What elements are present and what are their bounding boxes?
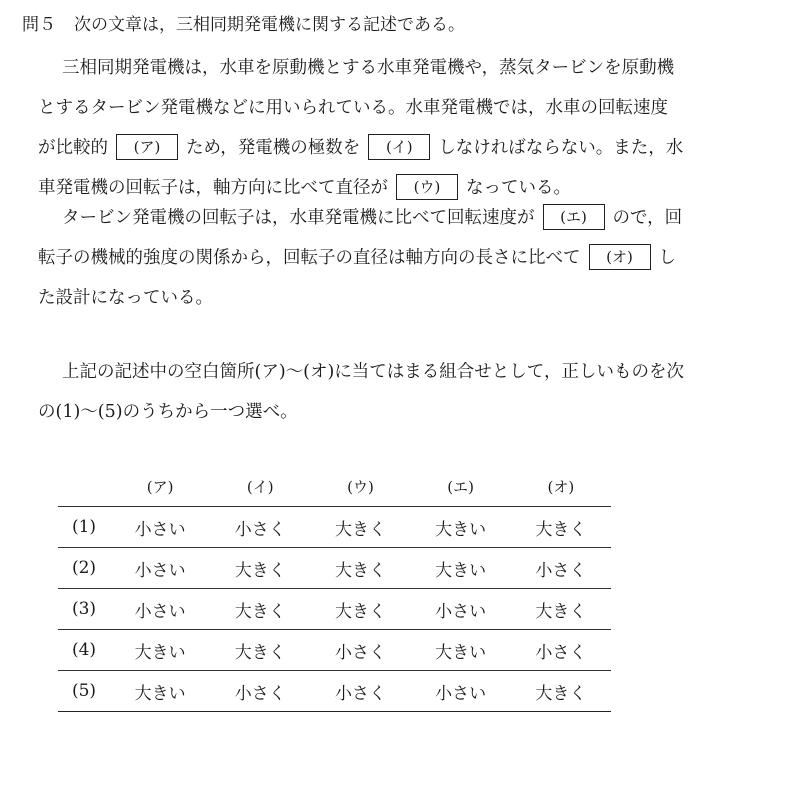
cell-u: 大きく [310, 548, 410, 589]
cell-o: 大きく [511, 589, 611, 630]
cell-i: 小さく [210, 507, 310, 548]
blank-a: (ア) [116, 134, 178, 160]
header-a: (ア) [110, 466, 210, 507]
p1-line-4-text-a: 車発電機の回転子は，軸方向に比べて直径が [38, 178, 388, 198]
cell-i: 大きく [210, 548, 310, 589]
question-number: 問５ [22, 15, 56, 35]
cell-a: 大きい [110, 671, 210, 712]
cell-a: 小さい [110, 589, 210, 630]
cell-a: 小さい [110, 548, 210, 589]
p2-line-3: た設計になっている。 [38, 288, 213, 308]
cell-u: 小さく [310, 630, 410, 671]
p2-line-2 [38, 238, 778, 278]
table-header-row [58, 466, 611, 507]
header-e: (エ) [411, 466, 511, 507]
cell-u: 大きく [310, 507, 410, 548]
blank-e: (エ) [543, 204, 605, 230]
p1-line-3-text-b: ため，発電機の極数を [186, 138, 361, 158]
cell-o: 小さく [511, 630, 611, 671]
cell-i: 大きく [210, 589, 310, 630]
choice-number[interactable]: (5) [58, 671, 110, 712]
p1-line-3 [38, 128, 778, 168]
blank-i: (イ) [368, 134, 430, 160]
table-row[interactable] [58, 507, 611, 548]
cell-e: 大きい [411, 630, 511, 671]
cell-a: 大きい [110, 630, 210, 671]
p2-line-2-text-a: 転子の機械的強度の関係から，回転子の直径は軸方向の長さに比べて [38, 248, 581, 268]
table-row[interactable] [58, 671, 611, 712]
table-row[interactable] [58, 589, 611, 630]
p2-line-2-text-b: し [658, 248, 676, 268]
p1-line-3-text-c: しなければならない。また，水 [438, 138, 684, 158]
blank-o: (オ) [589, 244, 651, 270]
p2-line-1 [38, 198, 778, 238]
cell-u: 小さく [310, 671, 410, 712]
choice-number[interactable]: (3) [58, 589, 110, 630]
question-stem: 次の文章は，三相同期発電機に関する記述である。 [74, 15, 465, 35]
cell-i: 小さく [210, 671, 310, 712]
header-o: (オ) [511, 466, 611, 507]
paragraph-1 [38, 48, 778, 208]
cell-e: 大きい [411, 507, 511, 548]
p3-line-2: の(1)～(5)のうちから一つ選べ。 [38, 402, 298, 422]
cell-o: 大きく [511, 671, 611, 712]
choice-number[interactable]: (2) [58, 548, 110, 589]
paragraph-2 [38, 198, 778, 318]
cell-e: 小さい [411, 589, 511, 630]
choice-number[interactable]: (1) [58, 507, 110, 548]
p2-line-1-text-a: タービン発電機の回転子は，水車発電機に比べて回転速度が [62, 208, 535, 228]
p1-line-1: 三相同期発電機は，水車を原動機とする水車発電機や，蒸気タービンを原動機 [62, 58, 675, 78]
p1-line-2: とするタービン発電機などに用いられている。水車発電機では，水車の回転速度 [38, 98, 668, 118]
table-row[interactable] [58, 548, 611, 589]
header-u: (ウ) [310, 466, 410, 507]
p1-line-4-text-b: なっている。 [466, 178, 571, 198]
cell-u: 大きく [310, 589, 410, 630]
cell-e: 大きい [411, 548, 511, 589]
cell-a: 小さい [110, 507, 210, 548]
p1-line-3-text-a: が比較的 [38, 138, 108, 158]
answer-choices-table [58, 466, 611, 712]
cell-o: 大きく [511, 507, 611, 548]
question-header [22, 10, 465, 40]
header-i: (イ) [210, 466, 310, 507]
p3-line-1: 上記の記述中の空白箇所(ア)～(オ)に当てはまる組合せとして，正しいものを次 [62, 362, 684, 382]
blank-u: (ウ) [396, 174, 458, 200]
cell-i: 大きく [210, 630, 310, 671]
header-option [58, 466, 110, 507]
cell-o: 小さく [511, 548, 611, 589]
choice-number[interactable]: (4) [58, 630, 110, 671]
table-row[interactable] [58, 630, 611, 671]
paragraph-3 [38, 352, 778, 432]
cell-e: 小さい [411, 671, 511, 712]
p2-line-1-text-b: ので，回 [612, 208, 683, 228]
